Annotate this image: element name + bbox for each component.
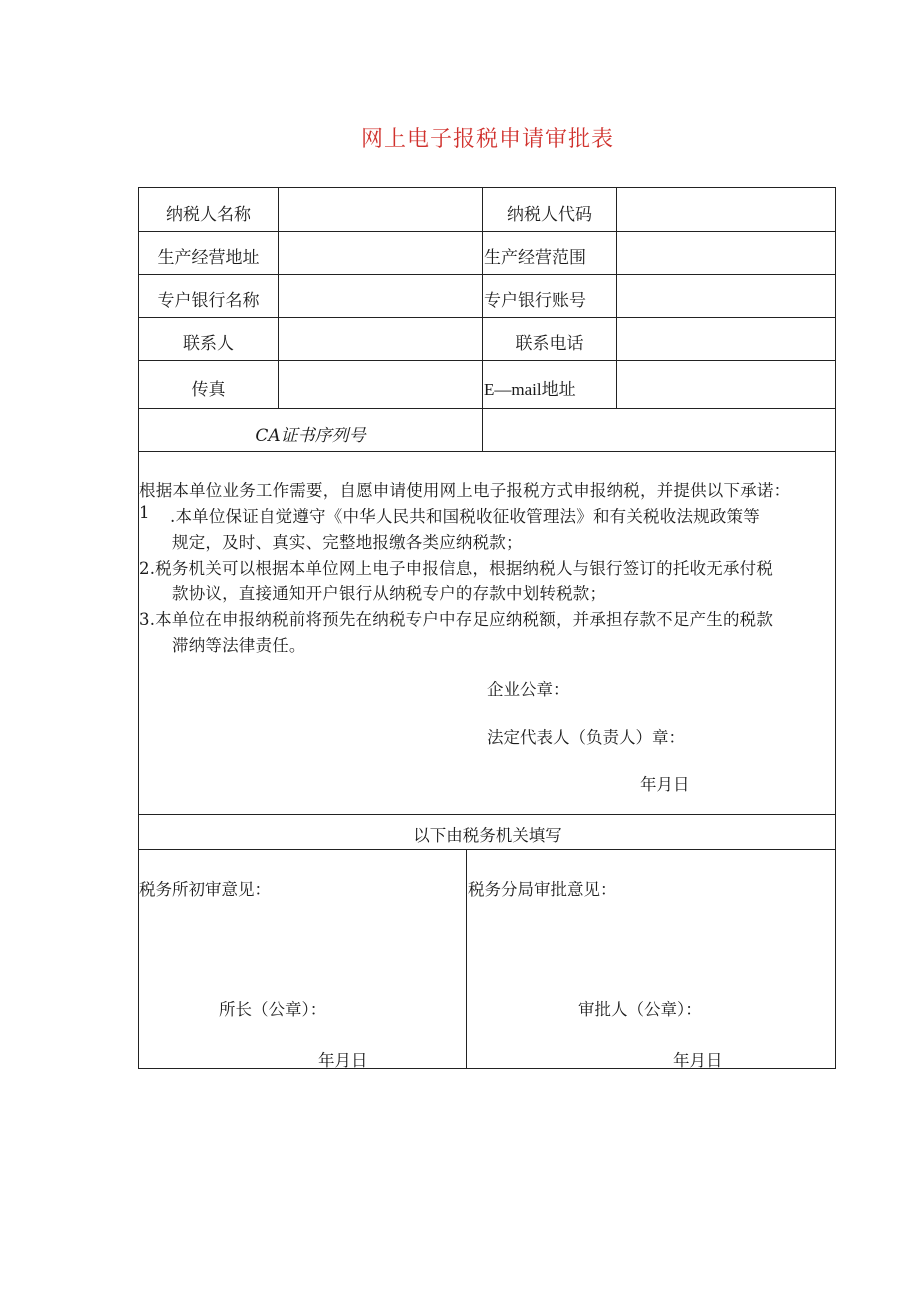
label-fax: 传真 [191, 380, 226, 400]
label-contact-phone: 联系电话 [515, 334, 584, 354]
commitment-item-2-line-1: 2.税务机关可以根据本单位网上电子申报信息，根据纳税人与银行签订的托收无承付税 [139, 559, 774, 578]
branch-approval-date: 年月日 [673, 1051, 723, 1070]
commitment-item-3-line-2: 滞纳等法律责任。 [172, 636, 306, 655]
legal-rep-seal-label: 法定代表人（负责人）章： [487, 728, 685, 747]
label-taxpayer-name: 纳税人名称 [166, 205, 251, 225]
company-seal-label: 企业公章： [487, 680, 570, 699]
label-business-address: 生产经营地址 [157, 248, 260, 268]
label-bank-account: 专户银行账号 [484, 291, 586, 311]
tax-office-director-seal: 所长（公章）： [219, 1000, 327, 1019]
label-contact-person: 联系人 [183, 334, 234, 354]
label-bank-name: 专户银行名称 [157, 291, 260, 311]
approver-seal: 审批人（公章）： [578, 1000, 702, 1019]
branch-approval-label: 税务分局审批意见： [468, 880, 617, 899]
commitment-item-2-line-2: 款协议，直接通知开户银行从纳税专户的存款中划转税款； [172, 584, 607, 603]
commitment-item-1-line-1: .本单位保证自觉遵守《中华人民共和国税收征收管理法》和有关税收法规政策等 [170, 507, 760, 526]
commitment-intro: 根据本单位业务工作需要，自愿申请使用网上电子报税方式申报纳税，并提供以下承诺： [139, 481, 791, 500]
label-ca-serial: CA证书序列号 [255, 426, 366, 446]
label-business-scope: 生产经营范围 [484, 248, 586, 268]
commitment-item-1-line-2: 规定，及时、真实、完整地报缴各类应纳税款； [172, 533, 523, 552]
tax-office-date: 年月日 [318, 1051, 368, 1070]
label-taxpayer-code: 纳税人代码 [507, 205, 592, 225]
commitment-date: 年月日 [640, 775, 690, 794]
label-email: E—mail地址 [484, 380, 576, 399]
commitment-item-3-line-1: 3.本单位在申报纳税前将预先在纳税专户中存足应纳税额，并承担存款不足产生的税款 [139, 610, 774, 629]
document-title: 网上电子报税申请审批表 [360, 127, 614, 152]
tax-office-opinion-label: 税务所初审意见： [139, 880, 271, 899]
commitment-item-1-number: 1 [139, 503, 150, 522]
tax-section-header: 以下由税务机关填写 [413, 826, 562, 845]
